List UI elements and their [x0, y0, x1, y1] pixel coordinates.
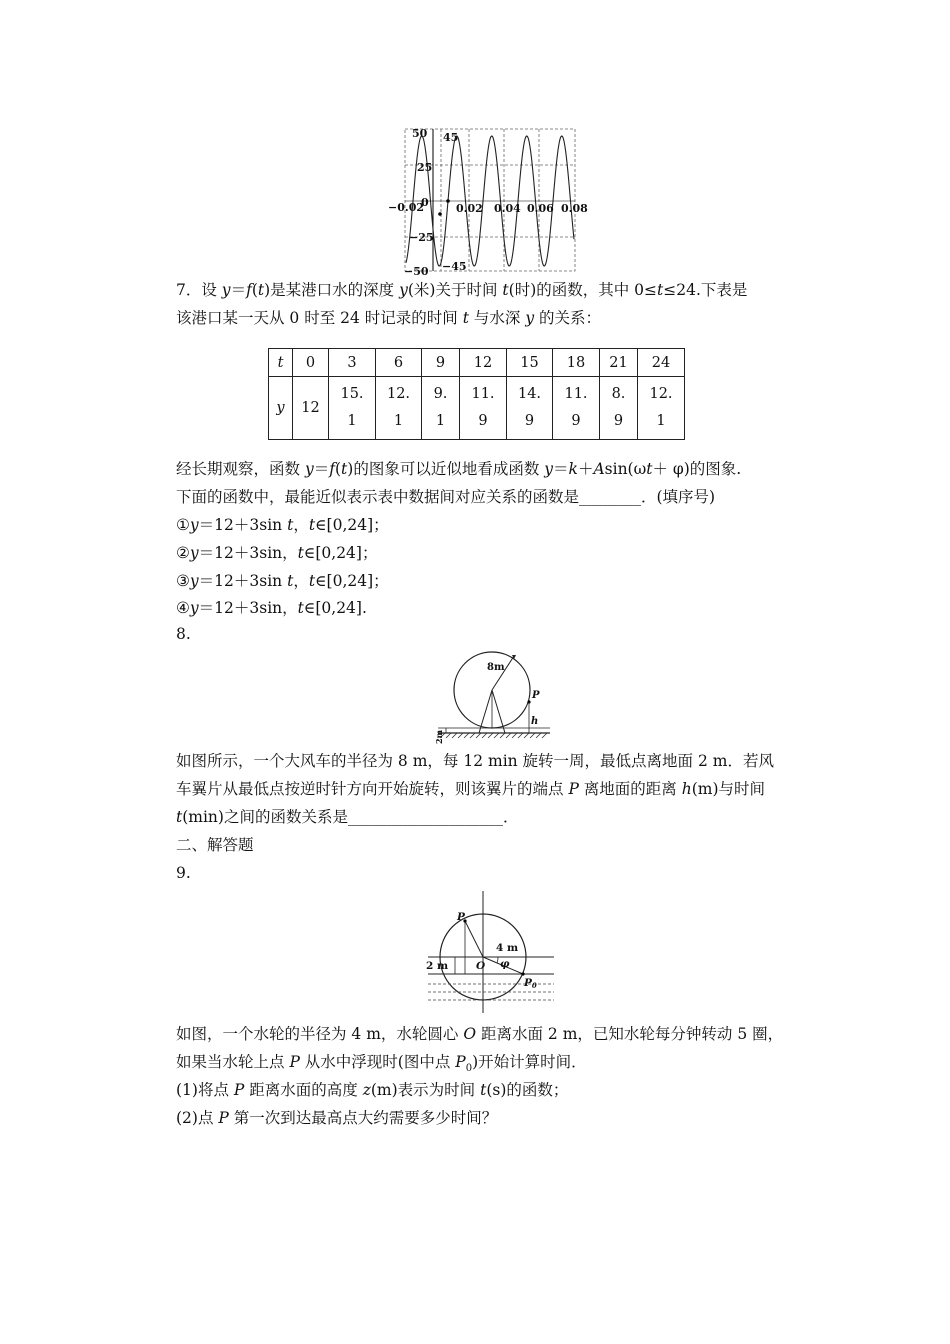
y-tick-25: 25 [417, 161, 433, 174]
angle-arc [497, 957, 498, 963]
phi-label: φ [500, 958, 510, 970]
t-cell: 24 [638, 349, 685, 377]
q9-line2: 如果当水轮上点 P 从水中浮现时(图中点 $P_0$)开始计算时间． [176, 1053, 587, 1075]
h-label: h [531, 716, 539, 727]
ground-gap-label: 2m [434, 729, 444, 744]
y-cell: 11. 9 [460, 377, 507, 440]
trough-label: −45 [442, 260, 467, 273]
p0-label: P0 [524, 977, 537, 990]
y-cell: 14. 9 [507, 377, 553, 440]
peak-label: 45 [443, 131, 459, 144]
table-header-y: y [269, 377, 293, 440]
q9-subquestion-2: (2)点 P 第一次到达最高点大约需要多少时间？ [176, 1109, 498, 1127]
x-tick-0.08: 0.08 [561, 202, 588, 215]
t-cell: 12 [460, 349, 507, 377]
depth-label: 2 m [426, 960, 449, 972]
zero-point [446, 199, 450, 203]
q8-line1: 如图所示，一个大风车的半径为 8 m，每 12 min 旋转一周，最低点离地面 2 m．若风 [176, 752, 774, 770]
x-tick-0.02: 0.02 [456, 202, 483, 215]
x-tick-0.04: 0.04 [494, 202, 521, 215]
point-p0 [521, 972, 524, 975]
y-cell: 12 [293, 377, 329, 440]
q7-option-3: ③y＝12＋3sin t，t∈[0,24]； [176, 572, 389, 590]
t-cell: 15 [507, 349, 553, 377]
radius-label: 4 m [496, 942, 519, 954]
y-cell: 15. 1 [329, 377, 376, 440]
y-cell: 12. 1 [638, 377, 685, 440]
p-label: P [532, 690, 540, 701]
t-cell: 9 [422, 349, 460, 377]
t-cell: 0 [293, 349, 329, 377]
q7-line4: 下面的函数中，最能近似表示表中数据间对应关系的函数是________．(填序号) [176, 488, 716, 506]
q9-subquestion-1: (1)将点 P 距离水面的高度 z(m)表示为时间 t(s)的函数； [176, 1081, 569, 1099]
p-label: P [457, 911, 465, 923]
radius-label: 8m [487, 662, 505, 673]
q8-number: 8. [176, 625, 191, 643]
q7-line1: 7．设 y＝f(t)是某港口水的深度 y(米)关于时间 t(时)的函数，其中 0≤t≤24.下表是 [176, 281, 748, 299]
y-cell: 11. 9 [553, 377, 600, 440]
q9-line1: 如图，一个水轮的半径为 4 m，水轮圆心 O 距离水面 2 m，已知水轮每分钟转动 5 圈， [176, 1025, 784, 1043]
section-title: 二、解答题 [176, 836, 254, 854]
radius-op [465, 921, 483, 957]
y-cell: 8. 9 [600, 377, 638, 440]
y-tick-0: 0 [421, 196, 429, 209]
y-tick-minus25: −25 [409, 231, 434, 244]
y-tick-50: 50 [412, 127, 428, 140]
t-cell: 18 [553, 349, 600, 377]
q8-line3: t(min)之间的函数关系是____________________． [176, 808, 519, 826]
q8-line2: 车翼片从最低点按逆时针方向开始旋转，则该翼片的端点 P 离地面的距离 h(m)与时间 [176, 780, 766, 798]
x-tick-0.06: 0.06 [527, 202, 554, 215]
q7-option-2: ②y＝12＋3sin，t∈[0,24]； [176, 544, 378, 562]
q7-option-4: ④y＝12＋3sin，t∈[0,24]. [176, 599, 367, 617]
table-header-t: t [269, 349, 293, 377]
table-row-t [269, 349, 685, 377]
marked-point [438, 212, 442, 216]
x-tick-minus0.02: −0.02 [388, 201, 425, 214]
support-left [479, 690, 492, 733]
table-row-y [269, 377, 685, 440]
sine-wave-figure [384, 124, 594, 276]
depth-table [268, 348, 685, 440]
q9-number: 9. [176, 864, 191, 882]
t-cell: 3 [329, 349, 376, 377]
waterwheel-figure [420, 888, 560, 1018]
q7-line3: 经长期观察，函数 y＝f(t)的图象可以近似地看成函数 y＝k＋Asin(ωt＋ φ)的图象. [176, 460, 742, 478]
y-cell: 12. 1 [376, 377, 422, 440]
support-right [492, 690, 505, 733]
y-cell: 9. 1 [422, 377, 460, 440]
q7-option-1: ①y＝12＋3sin t，t∈[0,24]； [176, 516, 389, 534]
t-cell: 21 [600, 349, 638, 377]
q7-line2: 该港口某一天从 0 时至 24 时记录的时间 t 与水深 y 的关系： [176, 309, 602, 327]
t-cell: 6 [376, 349, 422, 377]
windmill-figure [432, 650, 554, 748]
y-tick-minus50: −50 [404, 265, 429, 276]
o-label: O [476, 960, 486, 972]
ground-hatch [440, 733, 547, 738]
